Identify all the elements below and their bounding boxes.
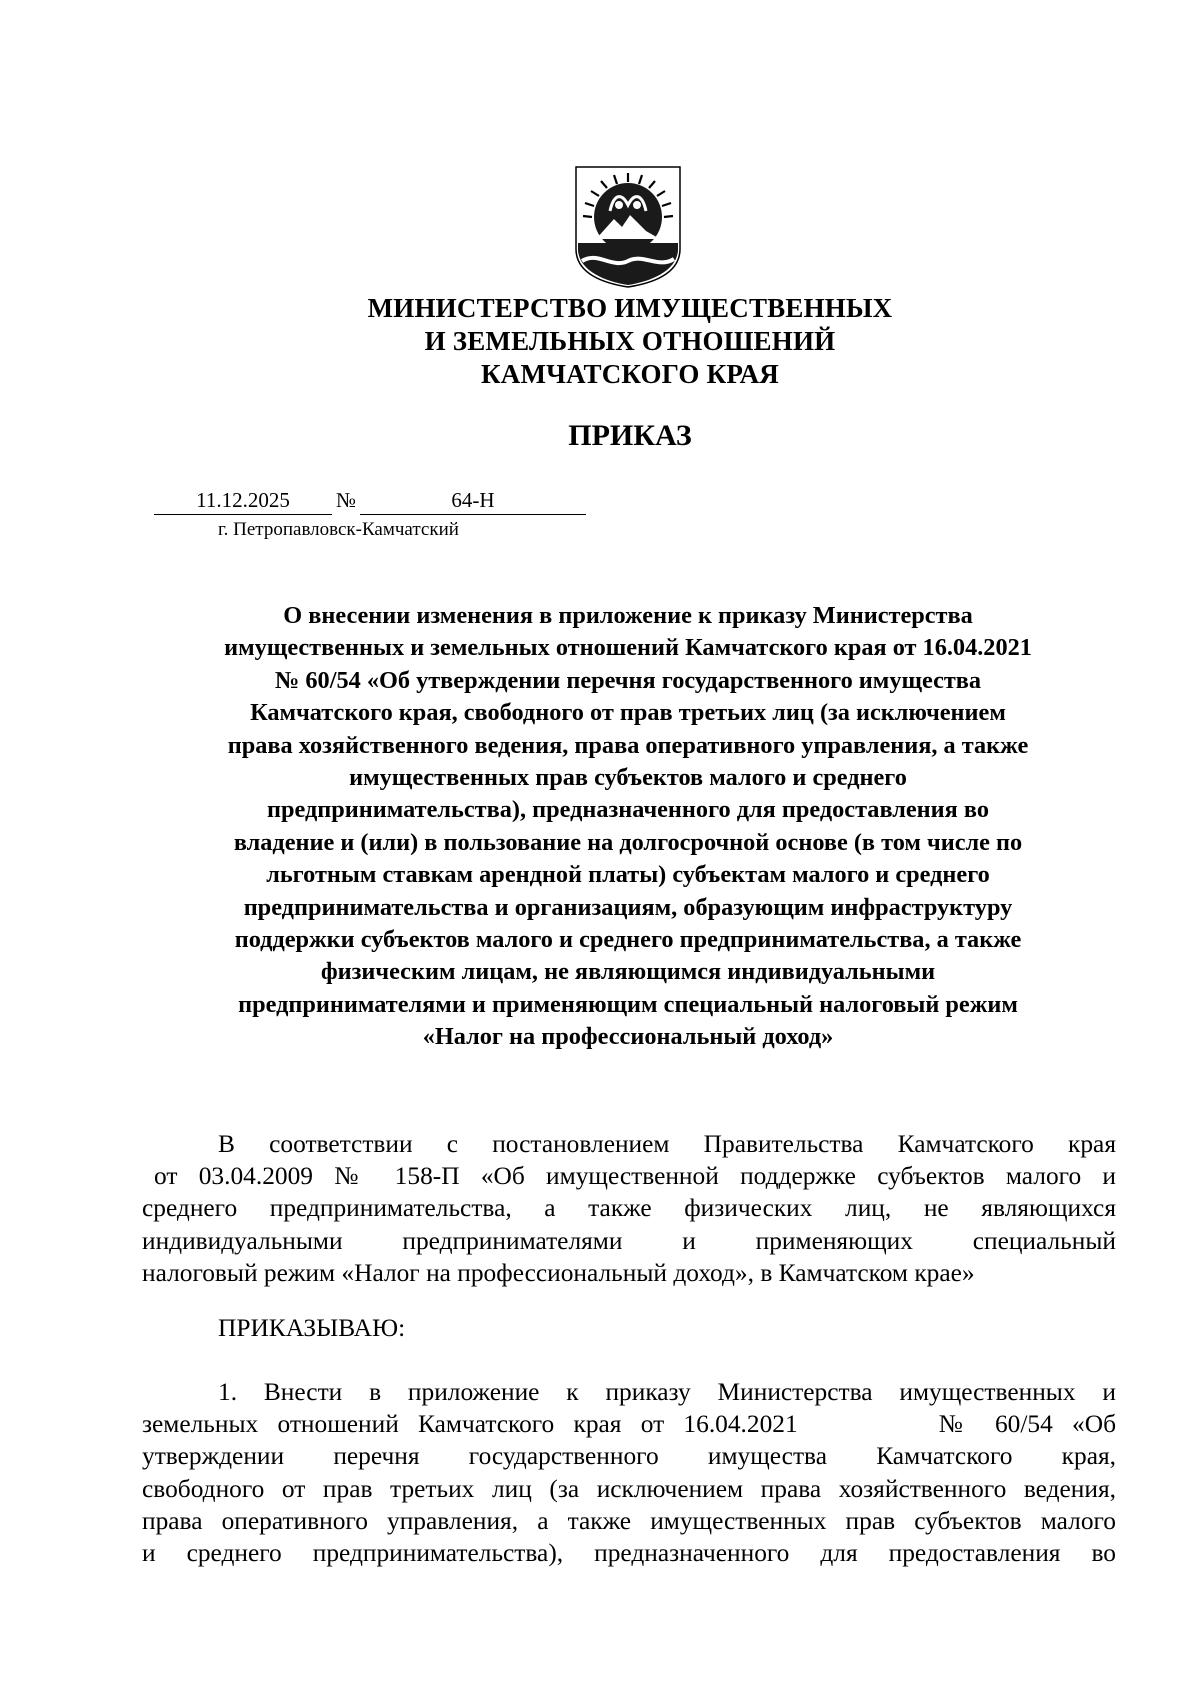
item-line [142,1408,1116,1440]
ministry-name-line: КАМЧАТСКОГО КРАЯ [481,359,779,389]
title-line: имущественных прав субъектов малого и среднего [349,764,907,792]
title-line: О внесении изменения в приложение к приказу Министерства [283,602,973,629]
title-line: предпринимательства), предназначенного для предоставления во [266,796,989,824]
preamble-paragraph [142,1128,1116,1289]
title-line: предпринимателями и применяющим специальный налоговый режим [238,990,1018,1018]
order-date: 11.12.2025 [154,486,332,515]
order-title [120,600,1136,1054]
date-number-line [154,486,586,514]
item-line: утверждении перечня государственного имущества Камчатского края, [142,1442,1116,1471]
item-line: свободного от прав третьих лиц (за исключением права хозяйственного ведения, [142,1474,1116,1503]
title-line: «Налог на профессиональный доход» [422,1023,834,1051]
order-number: 64-Н [360,486,586,515]
preamble-line: индивидуальными предпринимателями и применяющих специальный [142,1226,1116,1255]
ministry-name [200,292,1060,391]
preamble-line: от 03.04.2009 № 158-П «Об имущественной поддержке субъектов малого и [154,1162,1116,1191]
ministry-name-line: И ЗЕМЕЛЬНЫХ ОТНОШЕНИЙ [424,326,836,356]
preamble-line: налоговый режим «Налог на профессиональный доход», в Камчатском крае» [142,1258,975,1287]
item-line-part: № 60/54 «Об [925,1410,1116,1439]
document-type-heading: ПРИКАЗ [568,419,692,452]
title-line: № 60/54 «Об утверждении перечня государственного имущества [274,666,982,694]
number-sign: № [335,488,357,512]
title-line: владение и (или) в пользование на долгосрочной основе (в том числе по [233,828,1023,856]
title-line: Камчатского края, свободного от прав третьих лиц (за исключением [250,699,1006,727]
order-word: ПРИКАЗЫВАЮ: [218,1314,406,1342]
title-line: физическим лицам, не являющимся индивидуальными [320,958,936,986]
title-line: поддержки субъектов малого и среднего предпринимательства, а также [234,926,1022,954]
preamble-line: среднего предпринимательства, а также физических лиц, не являющихся [142,1194,1116,1223]
item-1-paragraph [142,1376,1116,1569]
item-line: права оперативного управления, а также имущественных прав субъектов малого [142,1506,1116,1535]
kamchatka-coat-of-arms-emblem [574,165,682,289]
city-name: г. Петропавловск-Камчатский [218,519,459,540]
item-line: и среднего предпринимательства), предназначенного для предоставления во [142,1539,1116,1568]
coat-of-arms-icon [574,165,682,289]
ministry-name-line: МИНИСТЕРСТВО ИМУЩЕСТВЕННЫХ [367,293,893,323]
title-line: предпринимательства и организациям, образующим инфраструктуру [243,893,1013,921]
title-line: льготным ставкам арендной платы) субъектам малого и среднего [266,861,990,889]
title-line: права хозяйственного ведения, права оперативного управления, а также [227,731,1029,759]
item-line-part: земельных отношений Камчатского края от 16.04.2021 [142,1410,798,1439]
item-line: 1. Внести в приложение к приказу Министерства имущественных и [218,1378,1116,1406]
preamble-line: В соответствии с постановлением Правительства Камчатского края [218,1130,1116,1158]
title-line: имущественных и земельных отношений Камчатского края от 16.04.2021 [224,634,1032,662]
